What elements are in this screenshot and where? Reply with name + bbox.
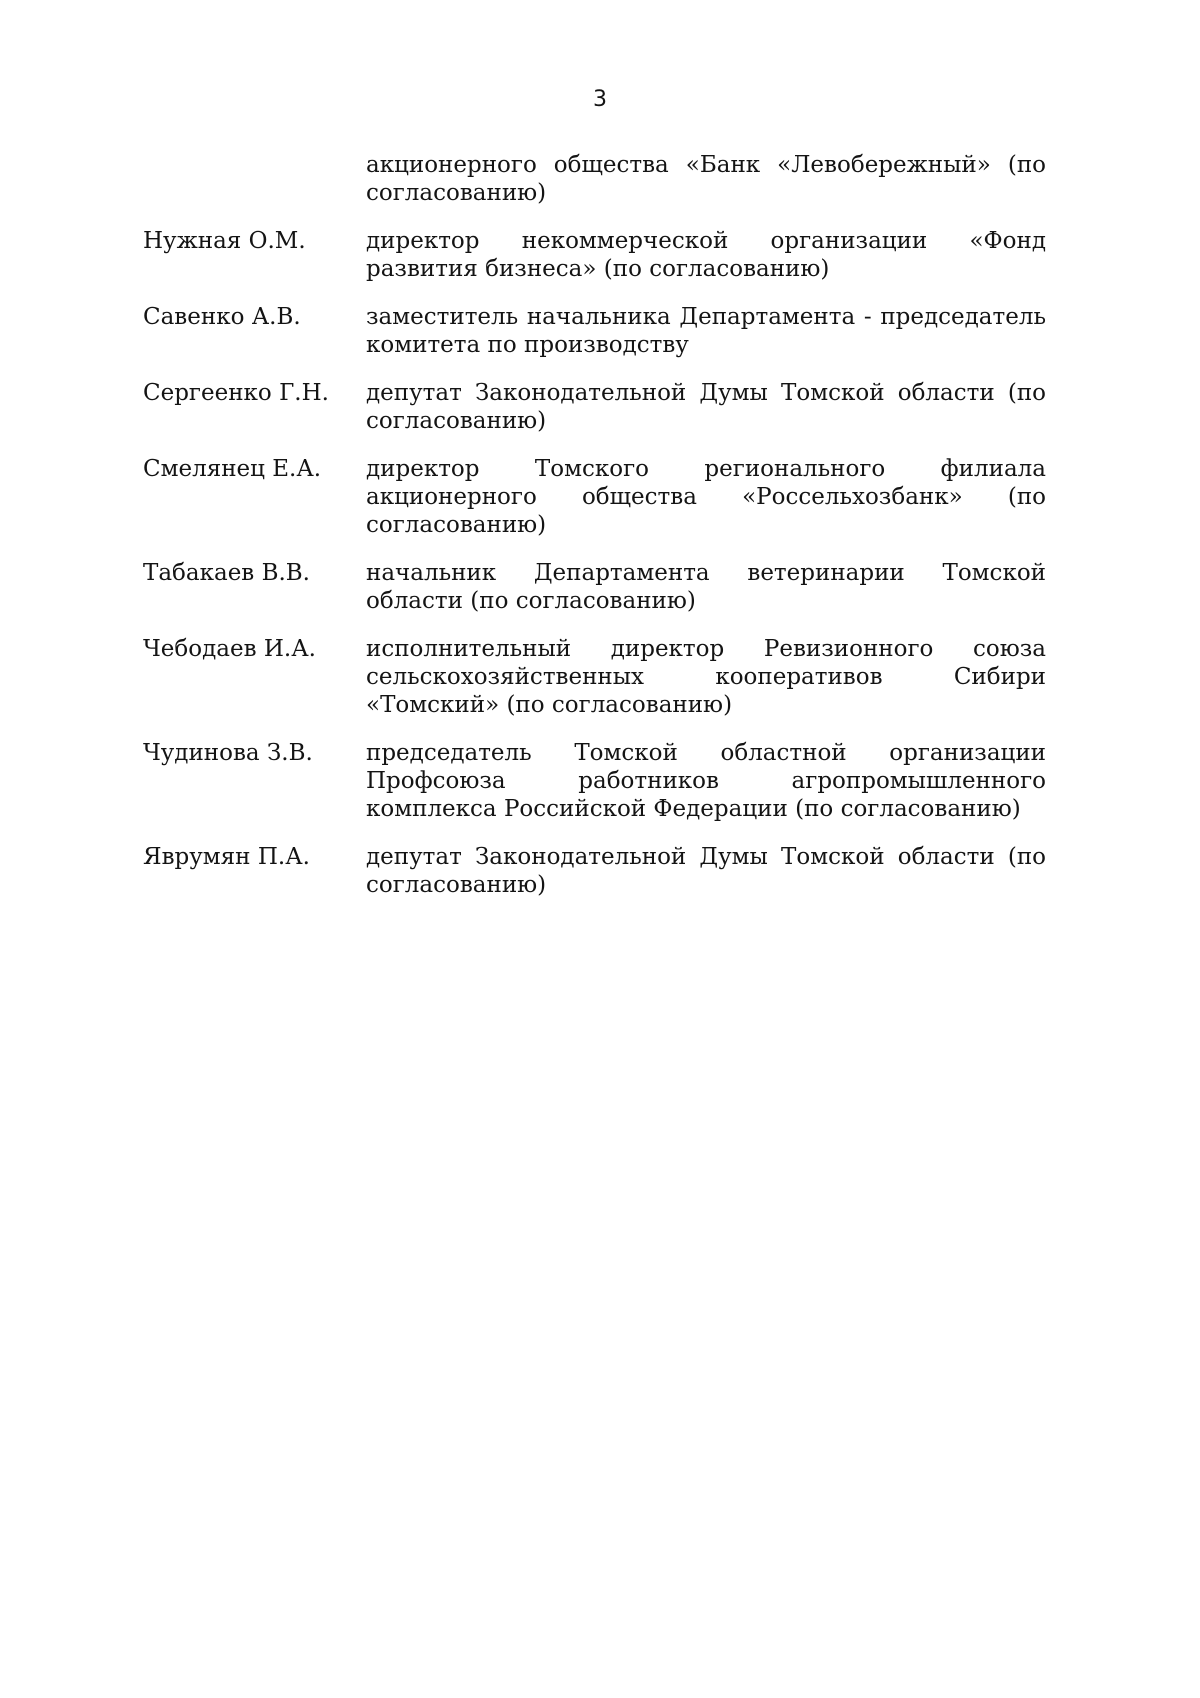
- page-number: 3: [593, 87, 607, 112]
- list-item: [143, 379, 1046, 435]
- member-name: Табакаев В.В.: [143, 560, 310, 586]
- list-item: [143, 455, 1046, 539]
- member-name: Нужная О.М.: [143, 228, 306, 254]
- member-position: председатель Томской областной организации Профсоюза работников агропромышленного комплекса Российской Федерации (по согласованию): [366, 740, 1046, 822]
- member-position: депутат Законодательной Думы Томской области (по согласованию): [366, 380, 1046, 434]
- list-item: [143, 843, 1046, 899]
- member-name: Чебодаев И.А.: [143, 636, 316, 662]
- list-item: [143, 151, 1046, 207]
- member-name: [143, 151, 366, 207]
- member-position: исполнительный директор Ревизионного союза сельскохозяйственных кооперативов Сибири «Томский» (по согласованию): [366, 636, 1046, 718]
- members-list: [143, 151, 1046, 919]
- member-name: Савенко А.В.: [143, 304, 301, 330]
- list-item: [143, 739, 1046, 823]
- member-name: Сергеенко Г.Н.: [143, 380, 329, 406]
- list-item: [143, 303, 1046, 359]
- list-item: [143, 635, 1046, 719]
- member-position: депутат Законодательной Думы Томской области (по согласованию): [366, 844, 1046, 898]
- member-position: заместитель начальника Департамента - председатель комитета по производству: [366, 304, 1046, 358]
- list-item: [143, 559, 1046, 615]
- member-position: директор некоммерческой организации «Фонд развития бизнеса» (по согласованию): [366, 228, 1046, 282]
- list-item: [143, 227, 1046, 283]
- member-position: начальник Департамента ветеринарии Томской области (по согласованию): [366, 560, 1046, 614]
- member-position: директор Томского регионального филиала акционерного общества «Россельхозбанк» (по согласованию): [366, 456, 1046, 538]
- member-position: акционерного общества «Банк «Левобережный» (по согласованию): [366, 152, 1046, 206]
- member-name: Чудинова З.В.: [143, 740, 313, 766]
- member-name: Смелянец Е.А.: [143, 456, 322, 482]
- member-name: Яврумян П.А.: [143, 844, 310, 870]
